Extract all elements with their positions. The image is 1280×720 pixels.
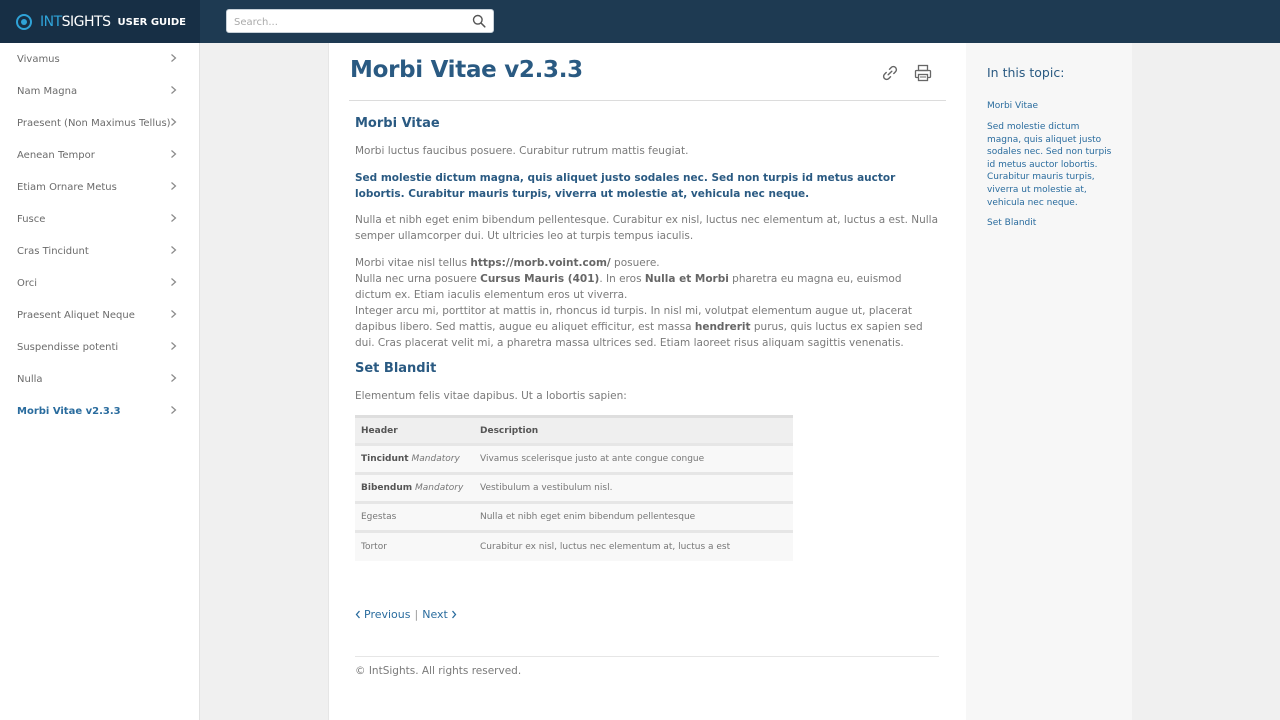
- table-header-cell: Description: [474, 417, 793, 445]
- chevron-right-icon: [170, 85, 177, 95]
- chevron-right-icon: [170, 213, 177, 223]
- table-cell-description: Vivamus scelerisque justo at ante congue congue: [474, 445, 793, 474]
- section-heading-morbi-vitae: Morbi Vitae: [355, 116, 440, 131]
- page-title: Morbi Vitae v2.3.3: [350, 57, 583, 83]
- chevron-right-icon: [451, 610, 457, 619]
- url-text: https://morb.voint.com/: [470, 257, 611, 269]
- chevron-left-icon: [355, 610, 361, 619]
- sidebar-item-nulla[interactable]: Nulla: [0, 363, 199, 395]
- link-icon[interactable]: [880, 63, 900, 83]
- chevron-right-icon: [170, 53, 177, 63]
- table-header-row: [355, 417, 793, 445]
- table-header-cell: Header: [355, 417, 474, 445]
- intsights-logo-icon: [16, 14, 32, 30]
- search-icon[interactable]: [472, 14, 486, 28]
- topic-link-set-blandit[interactable]: Set Blandit: [987, 218, 1037, 228]
- pager: [355, 608, 457, 621]
- sidebar-item-etiam-ornare-metus[interactable]: Etiam Ornare Metus: [0, 171, 199, 203]
- top-header: [0, 0, 1280, 43]
- paragraph-details: Morbi vitae nisl tellus https://morb.voint.com/ posuere. Nulla nec urna posuere Cursus Mauris (401). In eros Nulla et Morbi pharetra eu magna eu, euismod dictum ex. Etiam iaculis elementum eros ut viverra. Integer arcu mi, porttitor at mattis in, rhoncus id turpis. In nisl mi, volutpat elementum augue ut, placerat dapibus libero. Sed mattis, augue eu aliquet efficitur, est massa hendrerit purus, quis luctus ex sapien sed dui. Cras placerat velit mi, a pharetra massa ultrices sed. Etiam laoreet risus aliquam sagittis venenatis.: [355, 257, 923, 349]
- table-row: [355, 445, 793, 474]
- chevron-right-icon: [170, 309, 177, 319]
- sidebar-item-cras-tincidunt[interactable]: Cras Tincidunt: [0, 235, 199, 267]
- table-cell-description: Vestibulum a vestibulum nisl.: [474, 474, 793, 503]
- chevron-right-icon: [170, 373, 177, 383]
- search-input[interactable]: [227, 12, 457, 34]
- title-divider: [349, 100, 946, 101]
- chevron-right-icon: [170, 117, 177, 127]
- chevron-right-icon: [170, 245, 177, 255]
- print-icon[interactable]: [913, 63, 933, 83]
- table-cell-name: Egestas: [355, 503, 474, 532]
- chevron-right-icon: [170, 277, 177, 287]
- paragraph-emphasis: Sed molestie dictum magna, quis aliquet justo sodales nec. Sed non turpis id metus auctor lobortis. Curabitur mauris turpis, viverra ut molestie at, vehicula nec neque.: [355, 172, 896, 200]
- sidebar-item-praesent-aliquet-neque[interactable]: Praesent Aliquet Neque: [0, 299, 199, 331]
- sidebar-item-nam-magna[interactable]: Nam Magna: [0, 75, 199, 107]
- chevron-right-icon: [170, 405, 177, 415]
- paragraph-intro: Morbi luctus faucibus posuere. Curabitur rutrum mattis feugiat.: [355, 145, 689, 157]
- sidebar-item-morbi-vitae[interactable]: Morbi Vitae v2.3.3: [0, 395, 199, 427]
- paragraph-table-intro: Elementum felis vitae dapibus. Ut a lobortis sapien:: [355, 390, 627, 402]
- next-link[interactable]: Next: [422, 608, 457, 621]
- sidebar-item-vivamus[interactable]: Vivamus: [0, 43, 199, 75]
- table-cell-name: Tincidunt Mandatory: [355, 445, 474, 474]
- sidebar-item-praesent-non-maximus[interactable]: Praesent (Non Maximus Tellus): [0, 107, 199, 139]
- parameters-table: [355, 415, 793, 561]
- brand-name: INTSIGHTS: [40, 13, 111, 30]
- table-cell-description: Curabitur ex nisl, luctus nec elementum at, luctus a est: [474, 532, 793, 561]
- table-row: [355, 474, 793, 503]
- copyright-footer: © IntSights. All rights reserved.: [355, 665, 522, 677]
- topic-panel-title: In this topic:: [987, 65, 1065, 80]
- brand-subtitle: USER GUIDE: [117, 17, 187, 28]
- chevron-right-icon: [170, 181, 177, 191]
- topic-link-sed-molestie[interactable]: Sed molestie dictum magna, quis aliquet justo sodales nec. Sed non turpis id metus auctor lobortis. Curabitur mauris turpis, viverra ut molestie at, vehicula nec neque.: [987, 122, 1112, 208]
- table-cell-name: Bibendum Mandatory: [355, 474, 474, 503]
- article-main: [328, 43, 966, 720]
- brand-logo[interactable]: [0, 0, 200, 43]
- pager-separator: |: [414, 608, 419, 621]
- sidebar-nav: [0, 43, 200, 720]
- topic-link-morbi-vitae[interactable]: Morbi Vitae: [987, 101, 1039, 111]
- sidebar-item-fusce[interactable]: Fusce: [0, 203, 199, 235]
- chevron-right-icon: [170, 341, 177, 351]
- footer-divider: [355, 656, 939, 657]
- section-heading-set-blandit: Set Blandit: [355, 361, 437, 376]
- previous-link[interactable]: Previous: [355, 608, 411, 621]
- topic-panel: [966, 43, 1132, 720]
- table-row: [355, 503, 793, 532]
- chevron-right-icon: [170, 149, 177, 159]
- search-box: [226, 9, 494, 33]
- table-cell-name: Tortor: [355, 532, 474, 561]
- table-row: [355, 532, 793, 561]
- table-cell-description: Nulla et nibh eget enim bibendum pellentesque: [474, 503, 793, 532]
- sidebar-item-suspendisse-potenti[interactable]: Suspendisse potenti: [0, 331, 199, 363]
- sidebar-item-aenean-tempor[interactable]: Aenean Tempor: [0, 139, 199, 171]
- sidebar-item-orci[interactable]: Orci: [0, 267, 199, 299]
- paragraph-body: Nulla et nibh eget enim bibendum pellentesque. Curabitur ex nisl, luctus nec elementum at, luctus a est. Nulla semper ullamcorper dui. Ut ultricies leo at turpis tempus iaculis.: [355, 214, 939, 242]
